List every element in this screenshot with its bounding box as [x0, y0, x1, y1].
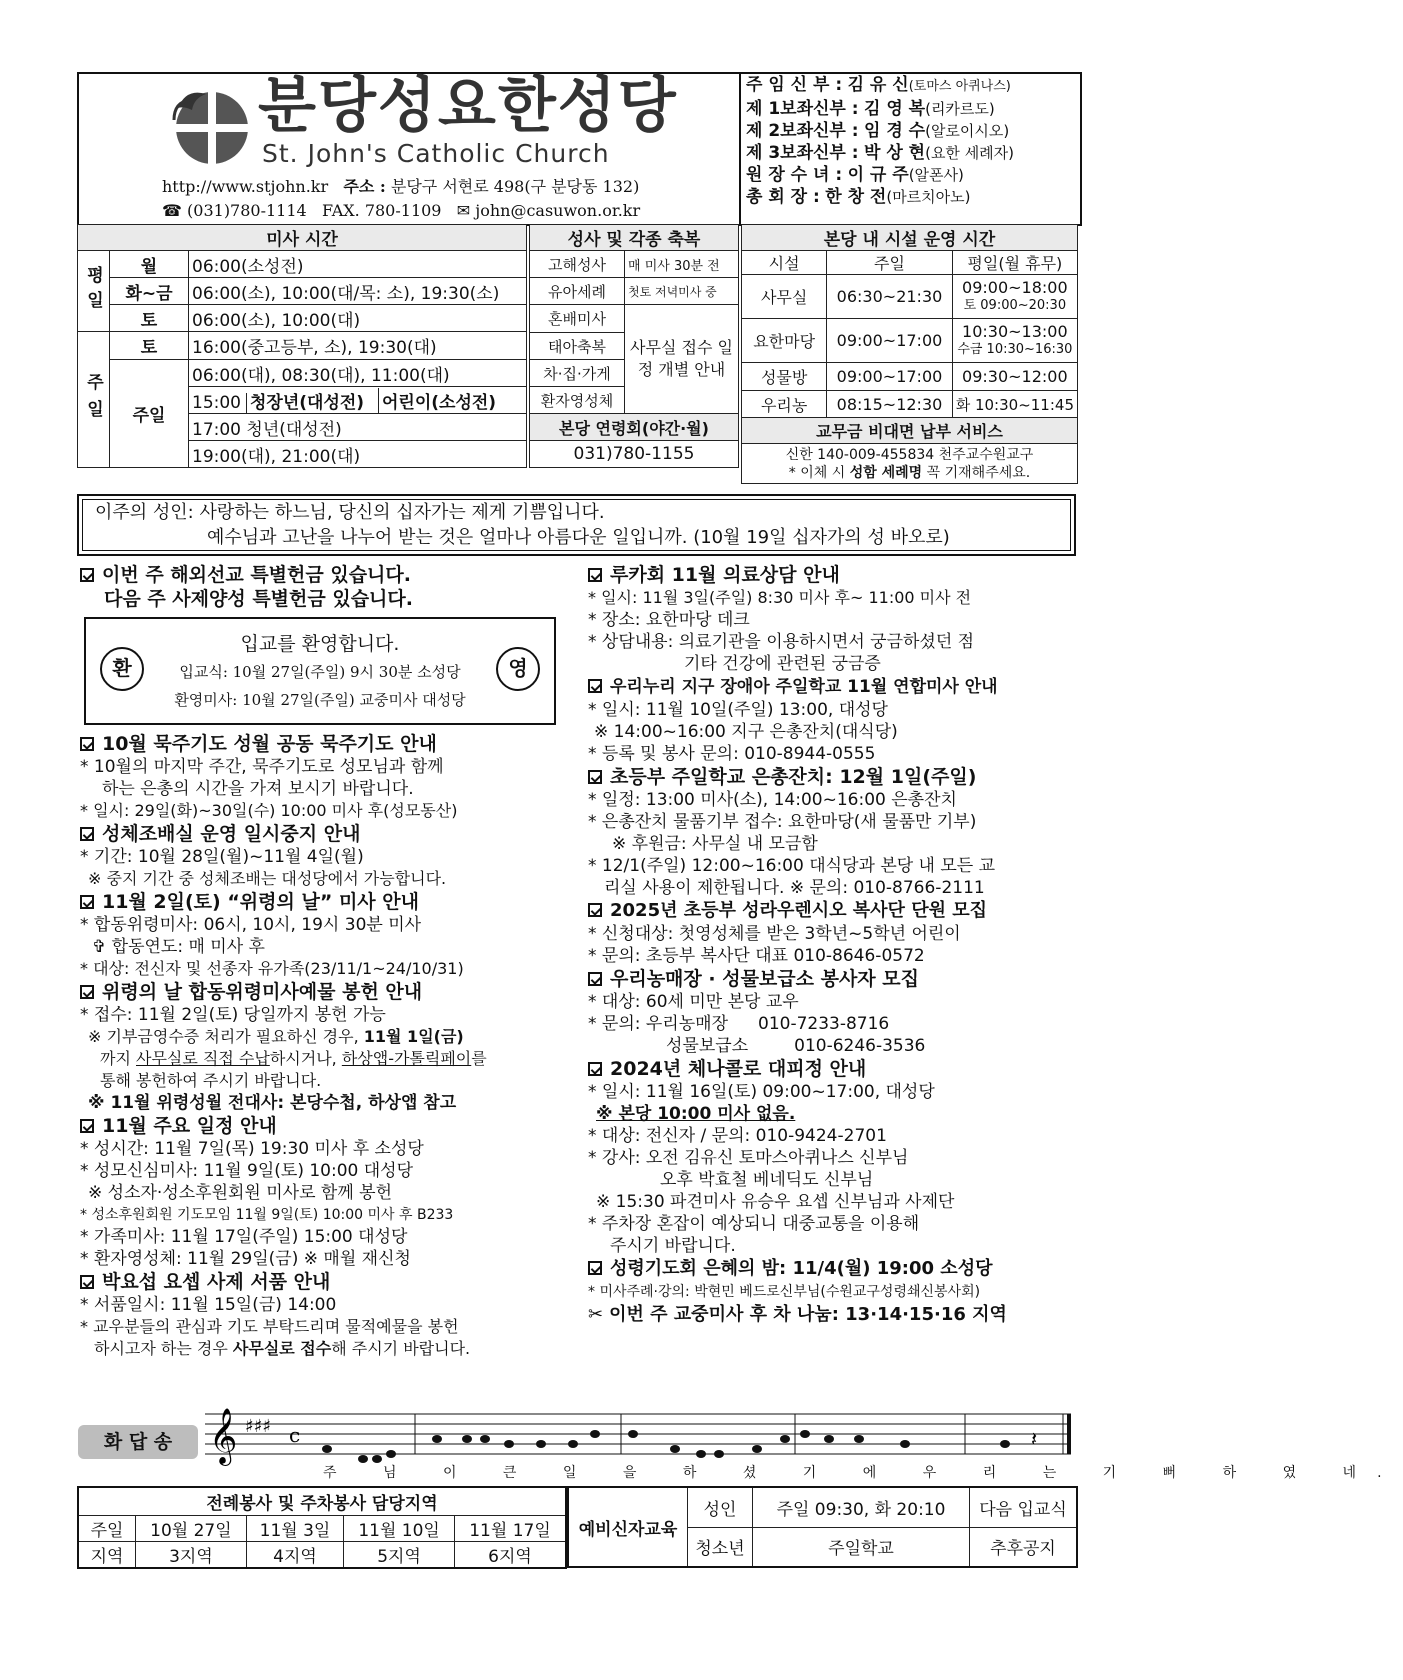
- sun-evening: 19:00(대), 21:00(대): [189, 441, 527, 468]
- luke-line: 기타 건강에 관련된 궁금증: [684, 654, 881, 674]
- facilities-table: [741, 224, 1078, 484]
- dues-note: * 이체 시 성함 세례명 꼭 기재해주세요.: [788, 464, 1031, 481]
- staff-role: 총 회 장 :: [746, 187, 820, 207]
- duty-date: 11월 17일: [455, 1515, 567, 1541]
- mass-day: 토: [110, 305, 189, 332]
- staff-baptismal: (토마스 아퀴나스): [908, 79, 1011, 94]
- contact-line-2: [162, 200, 640, 222]
- offering-line: 통해 봉헌하여 주시기 바랍니다.: [100, 1071, 322, 1090]
- facility-sun: 09:00~17:00: [827, 363, 952, 391]
- retreat-line: 오후 박효철 베네딕도 신부님: [660, 1170, 874, 1190]
- facility-sun: 09:00~17:00: [827, 319, 952, 363]
- staff-row: [746, 186, 1076, 208]
- retreat-line: ※ 15:30 파견미사 유승우 요셉 신부님과 사제단: [596, 1192, 955, 1212]
- staff-name: 김 유 신: [847, 75, 909, 95]
- altar-line: * 문의: 초등부 복사단 대표 010-8646-0572: [588, 946, 925, 966]
- school-line: * 은총잔치 물품기부 접수: 요한마당(새 물품만 기부): [588, 812, 977, 832]
- address: 분당구 서현로 498(구 분당동 132): [390, 177, 640, 196]
- scissors-icon: ✂: [588, 1304, 604, 1325]
- luke-line: * 장소: 요한마당 데크: [588, 610, 750, 630]
- saint-line-2: 예수님과 고난을 나누어 받는 것은 얼마나 아름다운 일입니까. (10월 19일 십자가의 성 바오로): [207, 527, 950, 548]
- duty-date: 11월 10일: [344, 1515, 455, 1541]
- staff-name: 이 규 주: [847, 165, 909, 185]
- staff-role: 제 1보좌신부 :: [746, 99, 859, 119]
- staff-baptismal: (마르치아노): [886, 188, 971, 206]
- offering-line: 까지 사무실로 직접 수납하시거나, 하상앱-가톨릭페이를: [100, 1049, 487, 1068]
- checkbox-icon: [80, 827, 94, 841]
- farm-line: * 대상: 60세 미만 본당 교우: [588, 992, 799, 1012]
- november-line: * 환자영성체: 11월 29일(금) ※ 매월 재신청: [80, 1249, 411, 1269]
- facility-weekday: 10:30~13:00: [962, 321, 1068, 341]
- duty-region: 3지역: [136, 1541, 247, 1568]
- disabled-title: 우리누리 지구 장애아 주일학교 11월 연합미사 안내: [588, 675, 1080, 699]
- allsouls-line: * 대상: 전신자 및 선종자 유가족(23/11/1~24/10/31): [80, 959, 464, 978]
- duty-row-label: 주일: [78, 1515, 136, 1541]
- rosary-line: * 10월의 마지막 주간, 묵주기도로 성모님과 함께: [80, 757, 444, 777]
- allsouls-line: ✞ 합동연도: 매 미사 후: [92, 937, 265, 957]
- welcome-title: 입교를 환영합니다.: [240, 633, 400, 655]
- infant-baptism-note: 첫토 저녁미사 중: [625, 278, 739, 305]
- checkbox-icon: [80, 737, 94, 751]
- adult-label: 성인: [688, 1487, 753, 1527]
- catechumen-table: [567, 1486, 1078, 1568]
- staff-row: [746, 74, 1076, 98]
- mass-day: 화~금: [110, 278, 189, 305]
- sunday-label: 주일: [78, 332, 110, 468]
- sun-youth: 청장년(대성전): [247, 388, 379, 413]
- allsouls-title: 11월 2일(토) “위령의 날” 미사 안내: [80, 890, 558, 914]
- facility-weekday: 수금 10:30~16:30: [957, 341, 1073, 357]
- phone-icon: ☎: [162, 201, 182, 220]
- checkbox-icon: [588, 1062, 602, 1076]
- address-label: 주소 :: [343, 177, 386, 196]
- saint-line-1: 이주의 성인: 사랑하는 하느님, 당신의 십자가는 제게 기쁨입니다.: [95, 502, 605, 523]
- collection-notice: 다음 주 사제양성 특별헌금 있습니다.: [104, 588, 413, 610]
- staff-row: [746, 164, 1076, 186]
- duty-region: 4지역: [246, 1541, 343, 1568]
- dues-account: 신한 140-009-455834 천주교수원교구: [785, 446, 1034, 463]
- facility-name: 사무실: [742, 275, 827, 319]
- november-line: * 성시간: 11월 7일(목) 19:30 미사 후 소성당: [80, 1139, 424, 1159]
- phone: (031)780-1114: [187, 201, 307, 220]
- sun-1700: 17:00 청년(대성전): [189, 414, 527, 441]
- checkbox-icon: [80, 1275, 94, 1289]
- sacraments-table: [529, 224, 739, 468]
- facility-sun: 06:30~21:30: [827, 275, 952, 319]
- mass-title: 미사 시간: [78, 225, 527, 251]
- checkbox-icon: [588, 568, 602, 582]
- school-line: * 일정: 13:00 미사(소), 14:00~16:00 은총잔치: [588, 790, 957, 810]
- welcome-badge-left: 환: [100, 647, 144, 691]
- staff-role: 주 임 신 부 :: [746, 75, 843, 95]
- checkbox-icon: [588, 972, 602, 986]
- facility-name: 요한마당: [742, 319, 827, 363]
- fax: FAX. 780-1109: [321, 201, 442, 220]
- sacraments-title: 성사 및 각종 축복: [530, 225, 739, 251]
- contact-line-1: [162, 176, 639, 198]
- altar-line: * 신청대상: 첫영성체를 받은 3학년~5학년 어린이: [588, 924, 961, 944]
- adoration-title: 성체조배실 운영 일시중지 안내: [80, 822, 558, 846]
- mass-time: 06:00(소), 10:00(대/목: 소), 19:30(소): [189, 278, 527, 305]
- staff-row: [746, 142, 1076, 164]
- luke-line: * 상담내용: 의료기관을 이용하시면서 궁금하셨던 점: [588, 632, 975, 652]
- facility-sun: 08:15~12:30: [827, 391, 952, 418]
- spirit-line: * 미사주례·강의: 박현민 베드로신부님(수원교구성령쇄신봉사회): [588, 1284, 981, 1300]
- next-label: 다음 입교식: [970, 1487, 1078, 1527]
- infant-baptism: 유아세례: [530, 278, 625, 305]
- staff-name: 박 상 현: [863, 143, 926, 163]
- ordination-line: * 교우분들의 관심과 기도 부탁드리며 물적예물을 봉헌: [80, 1317, 459, 1336]
- mass-day: 월: [110, 251, 189, 278]
- sun-kids: 어린이(소성전): [382, 392, 497, 413]
- staff-list: [746, 74, 1076, 208]
- mass-time: 16:00(중고등부, 소), 19:30(대): [189, 332, 527, 360]
- november-title: 11월 주요 일정 안내: [80, 1114, 558, 1138]
- svg-text:𝄞: 𝄞: [209, 1408, 238, 1464]
- checkbox-icon: [80, 985, 94, 999]
- checkbox-icon: [588, 1261, 602, 1275]
- retreat-line: * 주차장 혼잡이 예상되니 대중교통을 이용해: [588, 1214, 920, 1234]
- federation-title: 본당 연령회(야간·월): [530, 414, 739, 441]
- spirit-title: 성령기도회 은혜의 밤: 11/4(월) 19:00 소성당: [588, 1257, 1080, 1281]
- welcome-line: 환영미사: 10월 27일(주일) 교중미사 대성당: [174, 691, 466, 709]
- retreat-line: * 일시: 11월 16일(토) 09:00~17:00, 대성당: [588, 1082, 935, 1102]
- facility-name: 성물방: [742, 363, 827, 391]
- duty-region: 6지역: [455, 1541, 567, 1568]
- november-line: * 가족미사: 11월 17일(주일) 15:00 대성당: [80, 1227, 408, 1247]
- federation-phone: 031)780-1155: [530, 441, 739, 468]
- checkbox-icon: [588, 770, 602, 784]
- dues-title: 교무금 비대면 납부 서비스: [742, 418, 1078, 444]
- staff-role: 제 3보좌신부 :: [746, 143, 859, 163]
- duty-title: 전례봉사 및 주차봉사 담당지역: [78, 1487, 566, 1515]
- sun-1500-row: [189, 387, 527, 414]
- facility-col-header: 주일: [827, 251, 952, 275]
- rosary-line: * 일시: 29일(화)~30일(수) 10:00 미사 후(성모동산): [80, 801, 458, 820]
- saint-box: [77, 494, 1076, 556]
- november-line: ※ 성소자·성소후원회원 미사로 함께 봉헌: [88, 1183, 393, 1203]
- youth-time: 주일학교: [753, 1527, 970, 1567]
- mass-time: 06:00(대), 08:30(대), 11:00(대): [189, 360, 527, 387]
- weekday-label: 평일: [78, 251, 110, 332]
- mail-icon: ✉: [456, 201, 471, 220]
- retreat-line: * 대상: 전신자 / 문의: 010-9424-2701: [588, 1126, 887, 1146]
- facility-col-header: 시설: [742, 251, 827, 275]
- facility-weekday: 09:00~18:00: [962, 277, 1068, 297]
- sun-1500: 15:00: [189, 393, 247, 413]
- pregnancy-blessing: 태아축복: [530, 333, 625, 360]
- adult-time: 주일 09:30, 화 20:10: [753, 1487, 970, 1527]
- church-name-ko: 분당성요한성당: [258, 71, 678, 141]
- collection-notice: 이번 주 해외선교 특별헌금 있습니다.: [80, 563, 558, 587]
- staff-role: 제 2보좌신부 :: [746, 121, 859, 141]
- svg-text:𝄽: 𝄽: [1031, 1427, 1038, 1451]
- duty-date: 11월 3일: [246, 1515, 343, 1541]
- duty-region: 5지역: [344, 1541, 455, 1568]
- header-divider: [739, 72, 741, 224]
- altar-title: 2025년 초등부 성라우렌시오 복사단 단원 모집: [588, 899, 1080, 923]
- checkbox-icon: [80, 568, 94, 582]
- november-line: * 성소후원회원 기도모임 11월 9일(토) 10:00 미사 후 B233: [80, 1207, 454, 1223]
- svg-text:c: c: [289, 1423, 301, 1447]
- office-note: 사무실 접수 일정 개별 안내: [625, 305, 739, 414]
- email-link[interactable]: john@casuwon.or.kr: [475, 201, 641, 220]
- school-line: ※ 후원금: 사무실 내 모금함: [612, 834, 818, 854]
- school-line: 리실 사용이 제한됩니다. ※ 문의: 010-8766-2111: [604, 878, 985, 898]
- disabled-line: ※ 14:00~16:00 지구 은총잔치(대식당): [594, 722, 898, 742]
- duty-date: 10월 27일: [136, 1515, 247, 1541]
- church-name-en: St. John's Catholic Church: [262, 139, 610, 168]
- next-value: 추후공지: [970, 1527, 1078, 1567]
- adoration-line: ※ 중지 기간 중 성체조배는 대성당에서 가능합니다.: [88, 869, 447, 888]
- staff-baptismal: (요한 세례자): [925, 144, 1015, 162]
- mass-table: [77, 224, 527, 468]
- tea-title: ✂ 이번 주 교중미사 후 차 나눔: 13·14·15·16 지역: [588, 1304, 1007, 1325]
- farm-line: 성물보급소 010-6246-3536: [666, 1036, 926, 1056]
- disabled-line: * 일시: 11월 10일(주일) 13:00, 대성당: [588, 700, 888, 720]
- retreat-line: 주시기 바랍니다.: [610, 1236, 736, 1256]
- left-notices: [80, 732, 558, 1360]
- staff-baptismal: (리카르도): [925, 100, 995, 118]
- adoration-line: * 기간: 10월 28일(월)~11월 4일(월): [80, 847, 364, 867]
- retreat-line: ※ 본당 10:00 미사 없음.: [596, 1104, 796, 1124]
- ordination-title: 박요섭 요셉 사제 서품 안내: [80, 1270, 558, 1294]
- checkbox-icon: [588, 903, 602, 917]
- offering-line: ※ 11월 위령성월 전대사: 본당수첩, 하상앱 참고: [88, 1093, 457, 1113]
- staff-row: [746, 98, 1076, 120]
- ordination-line: * 서품일시: 11월 15일(금) 14:00: [80, 1295, 337, 1315]
- duty-row-label: 지역: [78, 1541, 136, 1568]
- staff-baptismal: (알로이시오): [925, 122, 1010, 140]
- sick-communion: 환자영성체: [530, 387, 625, 414]
- website-link[interactable]: http://www.stjohn.kr: [162, 177, 329, 196]
- disabled-line: * 등록 및 봉사 문의: 010-8944-0555: [588, 744, 876, 764]
- farm-title: 우리농매장 · 성물보급소 봉사자 모집: [588, 967, 1080, 991]
- school-line: * 12/1(주일) 12:00~16:00 대식당과 본당 내 모든 교: [588, 856, 996, 876]
- school-title: 초등부 주일학교 은총잔치: 12월 1일(주일): [588, 765, 1080, 789]
- november-line: * 성모신심미사: 11월 9일(토) 10:00 대성당: [80, 1161, 414, 1181]
- wedding: 혼배미사: [530, 305, 625, 333]
- facility-name: 우리농: [742, 391, 827, 418]
- checkbox-icon: [80, 895, 94, 909]
- church-logo: [172, 84, 248, 168]
- facilities-title: 본당 내 시설 운영 시간: [742, 225, 1078, 251]
- offering-line: ※ 기부금영수증 처리가 필요하신 경우, 11월 1일(금): [88, 1027, 464, 1046]
- youth-label: 청소년: [688, 1527, 753, 1567]
- facility-weekday: 토 09:00~20:30: [963, 297, 1067, 313]
- welcome-badge-right: 영: [496, 647, 540, 691]
- facility-weekday: 화 10:30~11:45: [952, 391, 1077, 418]
- staff-name: 임 경 수: [863, 121, 926, 141]
- left-column: [80, 563, 558, 611]
- checkbox-icon: [588, 679, 602, 693]
- welcome-line: 입교식: 10월 27일(주일) 9시 30분 소성당: [179, 663, 461, 681]
- staff-name: 김 영 복: [863, 99, 926, 119]
- offering-title: 위령의 날 합동위령미사예물 봉헌 안내: [80, 980, 558, 1004]
- staff-role: 원 장 수 녀 :: [746, 165, 843, 185]
- staff-row: [746, 120, 1076, 142]
- staff-baptismal: (알폰사): [908, 166, 964, 184]
- welcome-box: [84, 617, 556, 725]
- duty-table: [77, 1486, 567, 1569]
- farm-line: * 문의: 우리농매장 010-7233-8716: [588, 1014, 890, 1034]
- music-staff: [205, 1400, 1073, 1466]
- car-store-blessing: 차·집·가게: [530, 360, 625, 387]
- checkbox-icon: [80, 1119, 94, 1133]
- retreat-line: * 강사: 오전 김유신 토마스아퀴나스 신부님: [588, 1148, 909, 1168]
- luke-title: 루카회 11월 의료상담 안내: [588, 563, 1080, 587]
- mass-time: 06:00(소), 10:00(대): [189, 305, 527, 332]
- song-label: 화 답 송: [78, 1425, 198, 1459]
- facility-weekday: 09:30~12:00: [952, 363, 1077, 391]
- rosary-line: 하는 은총의 시간을 가져 보시기 바랍니다.: [102, 779, 414, 799]
- offering-line: * 접수: 11월 2일(토) 당일까지 봉헌 가능: [80, 1005, 386, 1025]
- rosary-title: 10월 묵주기도 성월 공동 묵주기도 안내: [80, 732, 558, 756]
- ordination-line: 하시고자 하는 경우 사무실로 접수해 주시기 바랍니다.: [94, 1339, 471, 1358]
- right-notices: [588, 563, 1080, 1327]
- staff-name: 한 창 전: [825, 187, 887, 207]
- luke-line: * 일시: 11월 3일(주일) 8:30 미사 후~ 11:00 미사 전: [588, 588, 972, 607]
- song-lyrics: 주 님 이 큰 일 을 하 셨 기 에 우 리 는 기 뻐 하 였 네.: [323, 1465, 1403, 1481]
- retreat-title: 2024년 체나콜로 대피정 안내: [588, 1057, 1080, 1081]
- mass-day: 주일: [110, 360, 189, 468]
- facility-col-header: 평일(월 휴무): [952, 251, 1077, 275]
- confession: 고해성사: [530, 251, 625, 278]
- mass-time: 06:00(소성전): [189, 251, 527, 278]
- allsouls-line: * 합동위령미사: 06시, 10시, 19시 30분 미사: [80, 915, 422, 935]
- svg-text:♯♯♯: ♯♯♯: [245, 1416, 272, 1437]
- mass-day: 토: [110, 332, 189, 360]
- confession-note: 매 미사 30분 전: [625, 251, 739, 278]
- catechumen-title: 예비신자교육: [568, 1487, 688, 1567]
